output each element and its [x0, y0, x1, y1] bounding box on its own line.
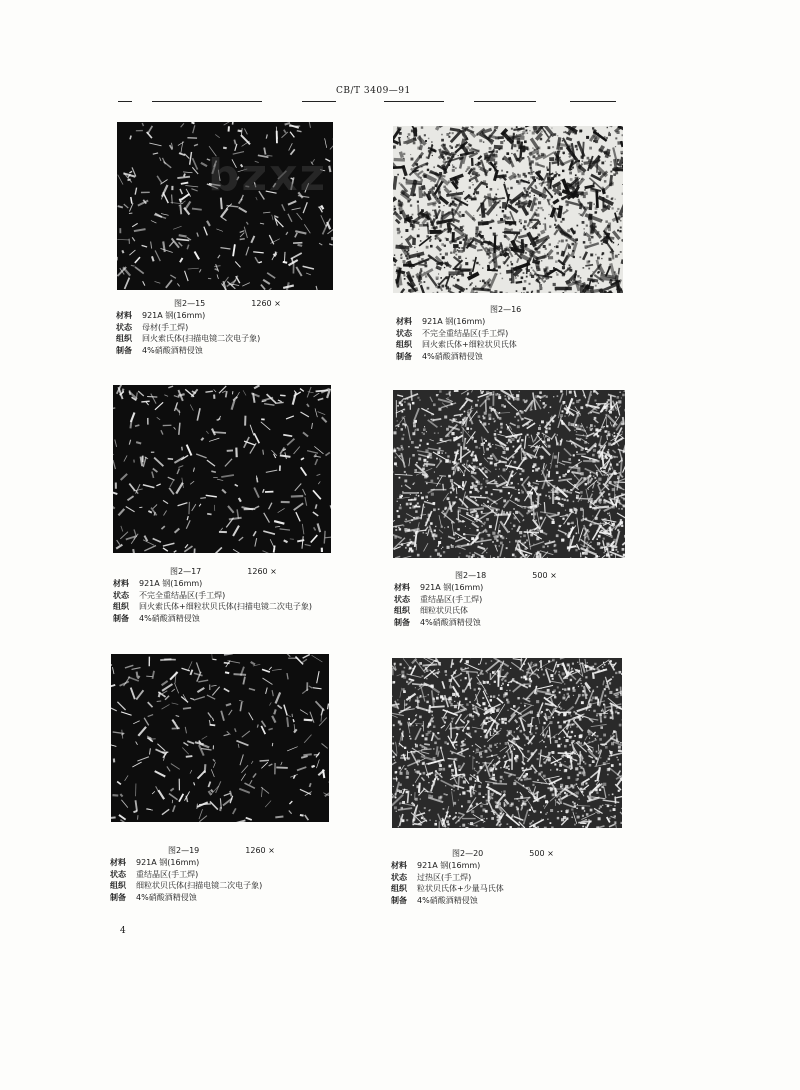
structure-value: 粒状贝氏体+少量马氏体	[417, 884, 504, 893]
label-structure: 组织	[391, 884, 407, 893]
prep-value: 4%硝酸酒精侵蚀	[139, 613, 200, 623]
figure-number: 图2—15	[174, 299, 206, 308]
label-structure: 组织	[396, 340, 412, 349]
state-value: 不完全重结晶区(手工焊)	[422, 328, 509, 338]
figure-caption	[490, 304, 567, 315]
magnification: 500 ×	[532, 571, 557, 580]
label-material: 材料	[391, 861, 407, 870]
magnification: 1260 ×	[251, 299, 281, 308]
label-state: 状态	[394, 594, 410, 604]
figure-caption	[455, 570, 557, 581]
label-material: 材料	[396, 317, 412, 326]
magnification: 1260 ×	[247, 567, 277, 576]
prep-value: 4%硝酸酒精侵蚀	[142, 345, 203, 355]
prep-value: 4%硝酸酒精侵蚀	[136, 892, 197, 902]
figure-metadata	[116, 310, 346, 356]
label-structure: 组织	[394, 606, 410, 615]
figure-number: 图2—16	[490, 305, 522, 314]
magnification: 1260 ×	[245, 846, 275, 855]
label-prep: 制备	[391, 895, 407, 905]
header-rule	[474, 101, 536, 102]
state-value: 重结晶区(手工焊)	[420, 594, 483, 604]
micrograph-photo	[393, 126, 623, 293]
material-value: 921A 钢(16mm)	[139, 579, 203, 588]
header-rule	[152, 101, 262, 102]
magnification: 500 ×	[529, 849, 554, 858]
label-prep: 制备	[116, 345, 132, 355]
label-state: 状态	[110, 869, 126, 879]
label-material: 材料	[113, 579, 129, 588]
label-prep: 制备	[394, 617, 410, 627]
label-structure: 组织	[116, 334, 132, 343]
label-material: 材料	[394, 583, 410, 592]
state-value: 母材(手工焊)	[142, 322, 189, 332]
structure-value: 回火索氏体+细粒状贝氏体	[422, 340, 517, 349]
label-structure: 组织	[110, 881, 126, 890]
material-value: 921A 钢(16mm)	[142, 311, 206, 320]
standard-code: CB/T 3409—91	[336, 86, 411, 96]
figure-metadata	[391, 860, 623, 906]
label-state: 状态	[113, 590, 129, 600]
label-prep: 制备	[396, 351, 412, 361]
material-value: 921A 钢(16mm)	[417, 861, 481, 870]
label-state: 状态	[396, 328, 412, 338]
micrograph-photo	[113, 385, 331, 553]
figure-metadata	[113, 578, 345, 624]
micrograph-photo	[111, 654, 329, 822]
page-number: 4	[120, 926, 126, 936]
structure-value: 细粒状贝氏体(扫描电镜二次电子象)	[136, 881, 263, 890]
material-value: 921A 钢(16mm)	[422, 317, 486, 326]
state-value: 过热区(手工焊)	[417, 872, 472, 882]
label-material: 材料	[116, 311, 132, 320]
micrograph-photo	[117, 122, 333, 290]
header-rule	[302, 101, 336, 102]
label-prep: 制备	[110, 892, 126, 902]
label-state: 状态	[391, 872, 407, 882]
structure-value: 回火索氏体+细粒状贝氏体(扫描电镜二次电子象)	[139, 602, 312, 611]
state-value: 不完全重结晶区(手工焊)	[139, 590, 226, 600]
figure-metadata	[394, 582, 624, 628]
prep-value: 4%硝酸酒精侵蚀	[417, 895, 478, 905]
figure-number: 图2—18	[455, 571, 487, 580]
figure-caption	[170, 566, 277, 577]
figure-caption	[174, 298, 281, 309]
micrograph-photo	[392, 658, 622, 828]
figure-number: 图2—20	[452, 849, 484, 858]
label-structure: 组织	[113, 602, 129, 611]
figure-caption	[168, 845, 275, 856]
material-value: 921A 钢(16mm)	[136, 858, 200, 867]
figure-metadata	[110, 857, 342, 903]
structure-value: 细粒状贝氏体	[420, 606, 468, 615]
header-rule	[384, 101, 444, 102]
state-value: 重结晶区(手工焊)	[136, 869, 199, 879]
structure-value: 回火索氏体(扫描电镜二次电子象)	[142, 334, 261, 343]
figure-number: 图2—17	[170, 567, 202, 576]
figure-metadata	[396, 316, 626, 362]
micrograph-photo	[393, 390, 625, 558]
figure-number: 图2—19	[168, 846, 200, 855]
watermark: bzxz	[208, 150, 328, 201]
header-rule	[570, 101, 616, 102]
label-state: 状态	[116, 322, 132, 332]
material-value: 921A 钢(16mm)	[420, 583, 484, 592]
header-rule	[118, 101, 132, 102]
figure-caption	[452, 848, 554, 859]
prep-value: 4%硝酸酒精侵蚀	[420, 617, 481, 627]
label-prep: 制备	[113, 613, 129, 623]
label-material: 材料	[110, 858, 126, 867]
prep-value: 4%硝酸酒精侵蚀	[422, 351, 483, 361]
page-header	[0, 86, 800, 106]
